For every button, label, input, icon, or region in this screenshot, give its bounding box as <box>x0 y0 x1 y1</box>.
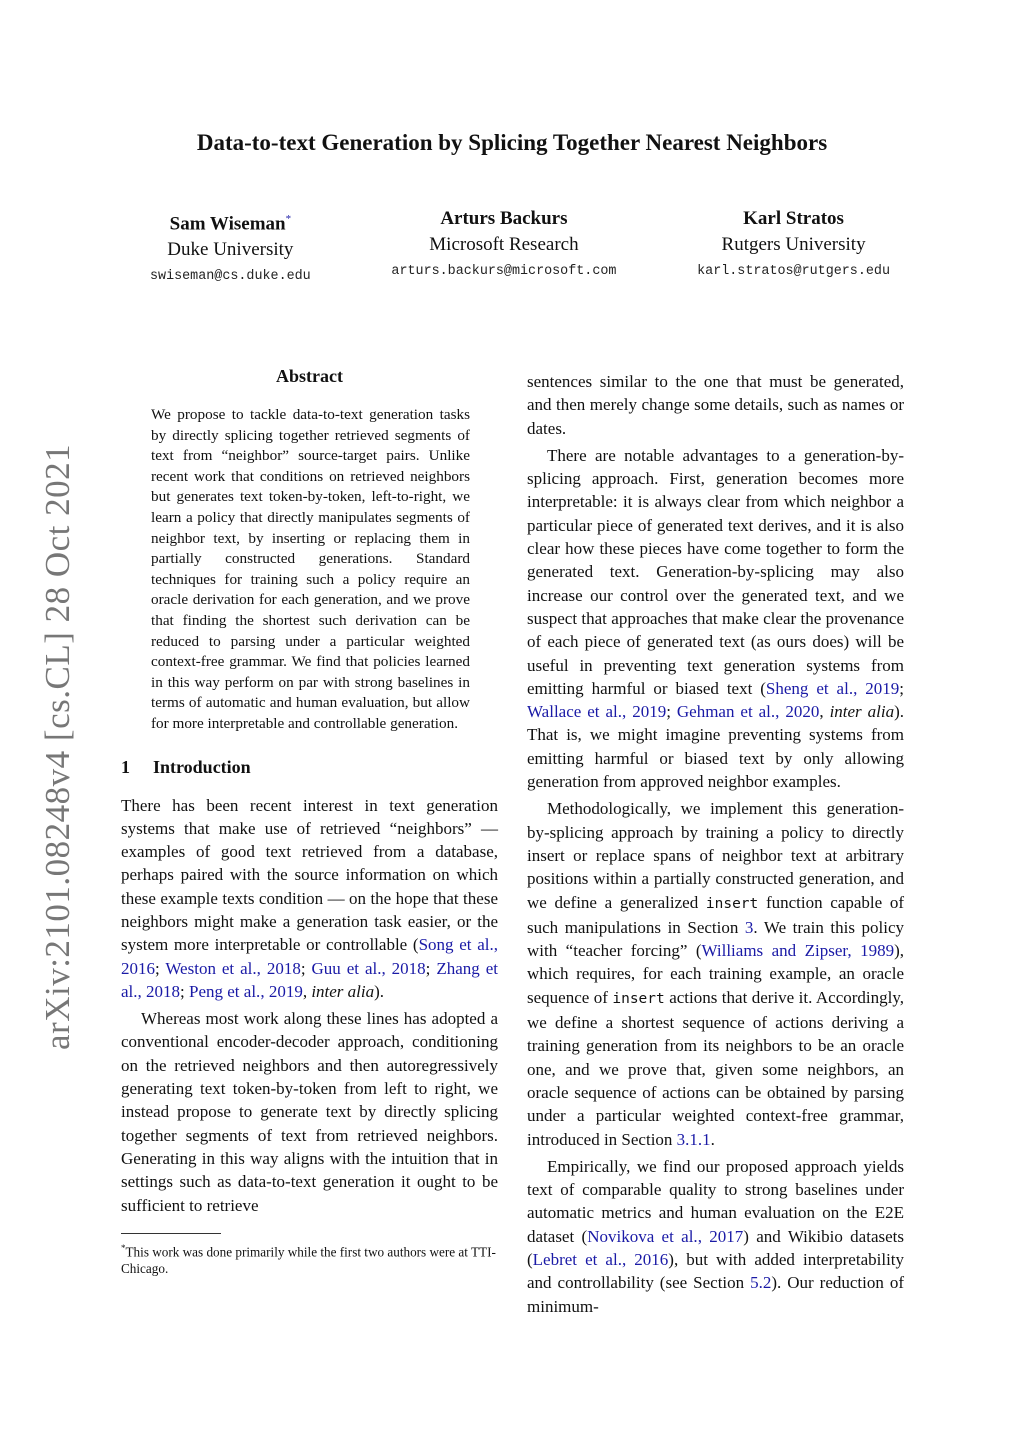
author-affiliation: Duke University <box>167 239 294 261</box>
intro-paragraph-2: Whereas most work along these lines has adopted a conventional encoder-decoder approach, conditioning on the retrieved neighbors and then autoregressively generating text token-by-token from left to right, we instead propose to generate text by directly splicing together segments of text from retrieved neighbors. Generating in this way aligns with the intuition that in settings such as data-to-text generation it ought to be sufficient to retrieve <box>121 1009 498 1215</box>
author-block <box>150 206 890 291</box>
paper-title: Data-to-text Generation by Splicing Together Nearest Neighbors <box>196 130 828 155</box>
intro-paragraph-1: There has been recent interest in text generation systems that make use of retrieved “neighbors” — examples of good text retrieved from a database, perhaps paired with the source information on which these example texts condition — on the hope that these neighbors might make a generation task easier, or the system more interpretable or controllable (Song et al., 2016; Weston et al., 2018; Guu et al., 2018; Zhang et al., 2018; Peng et al., 2019, inter alia). <box>121 795 498 1001</box>
footnote: *This work was done primarily while the first two authors were at TTI-Chicago. <box>121 1242 496 1277</box>
section-ref-link[interactable]: 3.1.1 <box>676 1129 711 1149</box>
author-name: Sam Wiseman* <box>169 213 292 235</box>
author-email: arturs.backurs@microsoft.com <box>391 264 617 279</box>
section-ref-link[interactable]: 3 <box>744 917 754 937</box>
citation-link[interactable]: Williams and Zipser, 1989 <box>701 941 895 961</box>
author-name: Karl Stratos <box>743 208 844 229</box>
citation-link[interactable]: Novikova et al., 2017 <box>587 1226 744 1246</box>
code-insert: insert <box>612 990 665 1007</box>
citation-link[interactable]: Sheng et al., 2019 <box>765 678 900 698</box>
citation-link[interactable]: Song et al., 2016 <box>121 935 498 978</box>
right-paragraph-2: Methodologically, we implement this generation-by-splicing approach by training a policy to directly insert or replace spans of neighbor text at arbitrary positions within a partially constructed generation, and we define a generalized insert function capable of such manipulations in Section 3. We train this policy with “teacher forcing” (Williams and Zipser, 1989), which requires, for each training example, an oracle sequence of insert actions that derive it. Accordingly, we define a shortest sequence of actions deriving a training generation from its neighbors to be an oracle one, and we prove that, given some neighbors, an oracle sequence of actions can be obtained by parsing under a particular weighted context-free grammar, introduced in Section 3.1.1. <box>527 799 905 1149</box>
right-paragraph-1: There are notable advantages to a generation-by-splicing approach. First, generation becomes more interpretable: it is always clear from which neighbor a particular piece of generated text derives, and it is also clear how these pieces have come together to form the generated text. Generation-by-splicing may also increase our control over the generated text, and we suspect that approaches that make clear the provenance of each piece of generated text (as ours does) will be useful in preventing text generation systems from emitting harmful or biased text (Sheng et al., 2019; Wallace et al., 2019; Gehman et al., 2020, inter alia). That is, we might imagine preventing systems from emitting harmful or biased text by only allowing generation from approved neighbor examples. <box>527 445 904 792</box>
citation-link[interactable]: Zhang et al., 2018 <box>121 958 498 1001</box>
arxiv-identifier: arXiv:2101.08248v4 [cs.CL] 28 Oct 2021 <box>38 443 77 1050</box>
right-column <box>527 370 904 1318</box>
author-3 <box>697 206 890 291</box>
section-heading-introduction <box>121 757 498 778</box>
section-ref-link[interactable]: 5.2 <box>750 1273 772 1293</box>
citation-link[interactable]: Weston et al., 2018 <box>165 958 301 978</box>
section-title: Introduction <box>153 756 251 777</box>
author-email: karl.stratos@rutgers.edu <box>697 264 890 279</box>
author-email: swiseman@cs.duke.edu <box>150 269 311 285</box>
citation-link[interactable]: Guu et al., 2018 <box>311 958 426 978</box>
left-column <box>121 366 498 1277</box>
citation-link[interactable]: Peng et al., 2019 <box>189 981 303 1001</box>
right-paragraph-0: sentences similar to the one that must be generated, and then merely change some details, such as names or dates. <box>527 372 904 438</box>
code-insert: insert <box>705 895 759 912</box>
author-name: Arturs Backurs <box>440 208 568 229</box>
abstract-text: We propose to tackle data-to-text generation tasks by directly splicing together retrieved segments of text from “neighbor” source-target pairs. Unlike recent work that conditions on retrieved neighbors but generates text token-by-token, left-to-right, we learn a policy that directly manipulates segments of neighbor text, by inserting or replacing them in partially constructed generations. Standard techniques for training such a policy require an oracle derivation for each generation, and we prove that finding the shortest such derivation can be reduced to parsing under a particular weighted context-free grammar. We find that policies learned in this way perform on par with strong baselines in terms of automatic and human evaluation, but allow for more interpretable and controllable generation. <box>151 406 470 732</box>
author-affiliation: Rutgers University <box>721 234 866 255</box>
citation-link[interactable]: Lebret et al., 2016 <box>532 1249 669 1269</box>
citation-link[interactable]: Gehman et al., 2020 <box>676 702 820 722</box>
right-paragraph-3: Empirically, we find our proposed approach yields text of comparable quality to strong baselines under automatic metrics and human evaluation on the E2E dataset (Novikova et al., 2017) and Wikibio datasets (Lebret et al., 2016), but with added interpretability and controllability (see Section 5.2). Our reduction of minimum- <box>527 1156 905 1316</box>
abstract-heading: Abstract <box>276 366 343 386</box>
citation-link[interactable]: Wallace et al., 2019 <box>527 702 667 722</box>
footnote-marker[interactable]: * <box>285 213 292 225</box>
author-affiliation: Microsoft Research <box>429 234 579 255</box>
author-2 <box>391 206 616 291</box>
section-number: 1 <box>121 756 130 777</box>
author-1 <box>150 206 311 291</box>
footnote-divider <box>121 1233 221 1234</box>
